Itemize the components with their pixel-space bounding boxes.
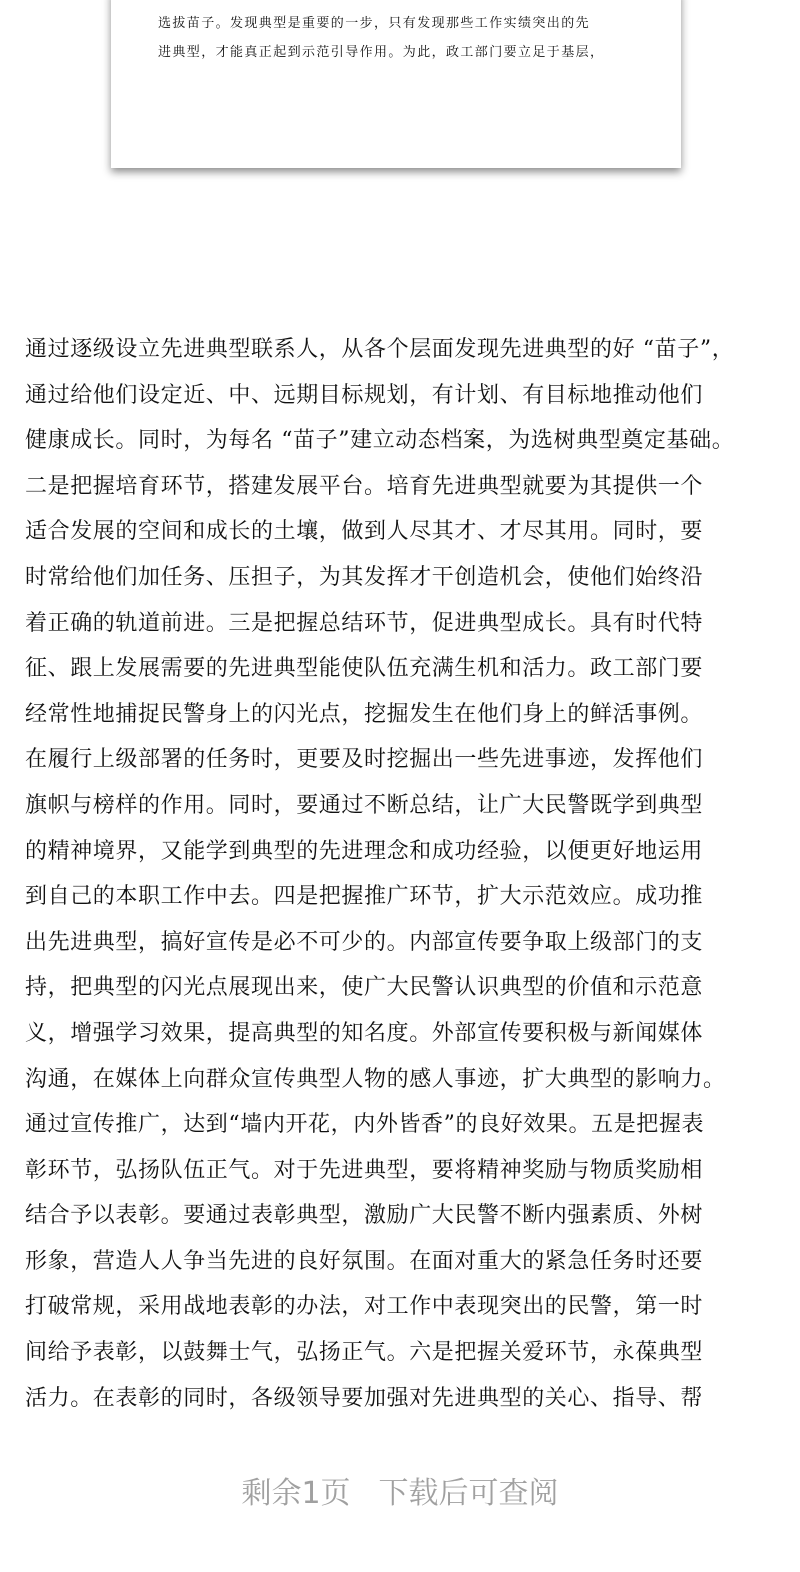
- body-text-line: 彰环节，弘扬队伍正气。对于先进典型，要将精神奖励与物质奖励相: [25, 1157, 704, 1183]
- body-text-line: 征、跟上发展需要的先进典型能使队伍充满生机和活力。政工部门要: [25, 656, 704, 682]
- body-text-line: 间给予表彰，以鼓舞士气，弘扬正气。六是把握关爱环节，永葆典型: [25, 1340, 704, 1366]
- body-text-line: 出先进典型，搞好宣传是必不可少的。内部宣传要争取上级部门的支: [25, 929, 704, 955]
- card-text-line: 进典型，才能真正起到示范引导作用。为此，政工部门要立足于基层，: [158, 45, 605, 60]
- body-text-line: 经常性地捕捉民警身上的闪光点，挖掘发生在他们身上的鲜活事例。: [25, 701, 704, 727]
- body-text-line: 沟通，在媒体上向群众宣传典型人物的感人事迹，扩大典型的影响力。: [25, 1066, 726, 1092]
- document-body: [25, 327, 795, 1421]
- body-text-line: 通过逐级设立先进典型联系人，从各个层面发现先进典型的好 “苗子”，: [25, 337, 735, 362]
- body-text-line: 的精神境界，又能学到典型的先进理念和成功经验，以便更好地运用: [25, 838, 704, 864]
- body-text-line: 到自己的本职工作中去。四是把握推广环节，扩大示范效应。成功推: [25, 884, 704, 910]
- body-text-line: 持，把典型的闪光点展现出来，使广大民警认识典型的价值和示范意: [25, 975, 704, 1001]
- body-text-line: 通过给他们设定近、中、远期目标规划，有计划、有目标地推动他们: [25, 382, 704, 408]
- body-text-line: 义，增强学习效果，提高典型的知名度。外部宣传要积极与新闻媒体: [25, 1020, 704, 1046]
- body-text-line: 二是把握培育环节，搭建发展平台。培育先进典型就要为其提供一个: [25, 473, 704, 499]
- body-text-line: 结合予以表彰。要通过表彰典型，激励广大民警不断内强素质、外树: [25, 1203, 704, 1229]
- download-to-view-label: 下载后可查阅: [378, 1476, 559, 1511]
- document-preview-card: [111, 0, 681, 168]
- body-text-line: 着正确的轨道前进。三是把握总结环节，促进典型成长。具有时代特: [25, 610, 704, 636]
- body-text-line: 通过宣传推广，达到“墙内开花，内外皆香”的良好效果。五是把握表: [25, 1112, 705, 1138]
- body-text-line: 时常给他们加任务、压担子，为其发挥才干创造机会，使他们始终沿: [25, 564, 704, 590]
- body-text-line: 形象，营造人人争当先进的良好氛围。在面对重大的紧急任务时还要: [25, 1248, 704, 1274]
- remaining-pages-notice[interactable]: [0, 1468, 800, 1512]
- body-text-line: 活力。在表彰的同时，各级领导要加强对先进典型的关心、指导、帮: [25, 1385, 704, 1411]
- body-text-line: 适合发展的空间和成长的土壤，做到人尽其才、才尽其用。同时，要: [25, 519, 704, 545]
- body-text-line: 旗帜与榜样的作用。同时，要通过不断总结，让广大民警既学到典型: [25, 792, 704, 818]
- body-text-line: 在履行上级部署的任务时，更要及时挖掘出一些先进事迹，发挥他们: [25, 747, 704, 773]
- body-text-line: 打破常规，采用战地表彰的办法，对工作中表现突出的民警，第一时: [25, 1294, 704, 1320]
- body-text-line: 健康成长。同时，为每名 “苗子”建立动态档案，为选树典型奠定基础。: [25, 428, 735, 454]
- card-text-line: 选拔苗子。发现典型是重要的一步，只有发现那些工作实绩突出的先: [158, 16, 591, 31]
- remaining-pages-label: 剩余1页: [241, 1476, 351, 1511]
